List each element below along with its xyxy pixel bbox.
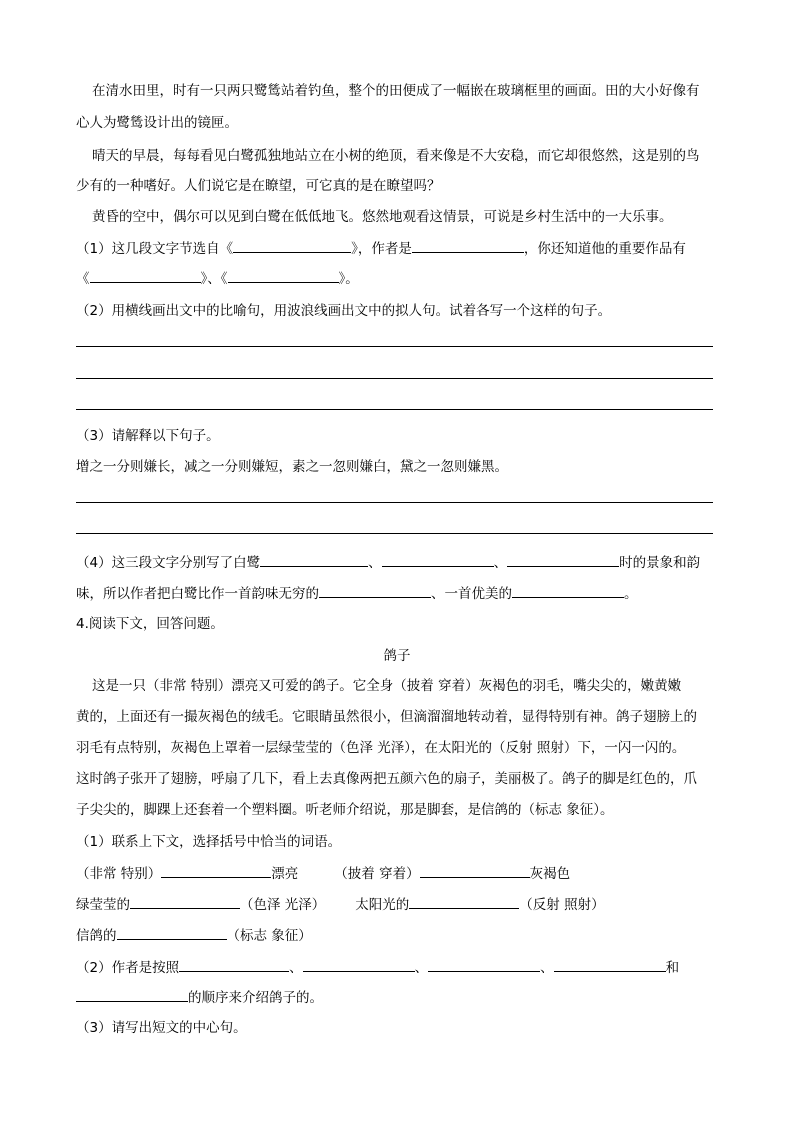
answer-blank[interactable] — [117, 925, 227, 940]
word-choice-row: 信鸽的 （标志 象征） — [76, 925, 312, 946]
passage-line: 这时鸽子张开了翅膀，呼扇了几下，看上去真像两把五颜六色的扇子，美丽极了。鸽子的脚是红色的，爪 — [76, 771, 697, 787]
answer-blank[interactable] — [76, 987, 188, 1002]
answer-blank[interactable] — [90, 268, 201, 283]
answer-blank[interactable] — [507, 552, 619, 567]
answer-blank[interactable] — [303, 957, 415, 972]
answer-line[interactable] — [76, 346, 713, 347]
answer-line[interactable] — [76, 502, 713, 503]
answer-blank[interactable] — [319, 583, 431, 598]
word-choice-row: （非常 特别） 漂亮 （披着 穿着） 灰褐色 — [76, 863, 570, 884]
passage-line: 这是一只（非常 特别）漂亮又可爱的鸽子。它全身（披着 穿着）灰褐色的羽毛，嘴尖尖的，嫩黄嫩 — [92, 678, 682, 694]
passage-line: 少有的一种嗜好。人们说它是在瞭望，可它真的是在瞭望吗？ — [76, 178, 441, 194]
answer-blank[interactable] — [260, 552, 368, 567]
answer-blank[interactable] — [554, 957, 666, 972]
answer-blank[interactable] — [130, 894, 240, 909]
quoted-sentence: 增之一分则嫌长，减之一分则嫌短，素之一忽则嫌白，黛之一忽则嫌黑。 — [76, 459, 508, 475]
question-3-2: （2）用横线画出文中的比喻句，用波浪线画出文中的拟人句。试着各写一个这样的句子。 — [76, 303, 612, 319]
word-choice-row: 绿莹莹的 （色泽 光泽） 太阳光的 （反射 照射） — [76, 894, 605, 915]
passage-line: 子尖尖的，脚踝上还套着一个塑料圈。听老师介绍说，那是脚套，是信鸽的（标志 象征）。 — [76, 802, 614, 818]
answer-blank[interactable] — [161, 863, 271, 878]
passage-line: 在清水田里，时有一只两只鹭鸶站着钓鱼，整个的田便成了一幅嵌在玻璃框里的画面。田的大小好像有 — [92, 83, 700, 99]
answer-blank[interactable] — [428, 957, 540, 972]
answer-blank[interactable] — [412, 238, 524, 253]
answer-blank[interactable] — [409, 894, 519, 909]
question-3-4-cont: 味，所以作者把白鹭比作一首韵味无穷的 、一首优美的 。 — [76, 583, 638, 604]
answer-blank[interactable] — [420, 863, 530, 878]
question-4-1: （1）联系上下文，选择括号中恰当的词语。 — [76, 834, 342, 850]
question-4-2: （2）作者是按照 、 、 、 和 — [76, 957, 679, 978]
passage-line: 羽毛有点特别，灰褐色上罩着一层绿莹莹的（色泽 光泽），在太阳光的（反射 照射）下，一闪一闪的。 — [76, 740, 686, 756]
answer-line[interactable] — [76, 409, 713, 410]
question-4-2-cont: 的顺序来介绍鸽子的。 — [76, 987, 323, 1008]
question-3-1: （1）这几段文字节选自《 》，作者是 ，你还知道他的重要作品有 — [76, 238, 686, 259]
question-3-4: （4）这三段文字分别写了白鹭 、 、 时的景象和韵 — [76, 552, 700, 573]
answer-blank[interactable] — [512, 583, 624, 598]
question-3-3: （3）请解释以下句子。 — [76, 428, 220, 444]
passage-title: 鸽子 — [383, 648, 411, 664]
answer-blank[interactable] — [233, 238, 351, 253]
section-heading: 4.阅读下文，回答问题。 — [76, 616, 224, 632]
passage-line: 黄昏的空中，偶尔可以见到白鹭在低低地飞。悠然地观看这情景，可说是乡村生活中的一大乐事。 — [92, 209, 673, 225]
passage-line: 心人为鹭鸶设计出的镜匣。 — [76, 115, 238, 131]
answer-blank[interactable] — [228, 268, 339, 283]
question-3-1-cont: 《 》、《 》。 — [76, 268, 359, 289]
answer-line[interactable] — [76, 378, 713, 379]
passage-line: 晴天的早晨，每每看见白鹭孤独地站立在小树的绝顶，看来像是不大安稳，而它却很悠然，这是别的鸟 — [92, 148, 700, 164]
answer-blank[interactable] — [179, 957, 289, 972]
passage-line: 黄的，上面还有一撮灰褐色的绒毛。它眼睛虽然很小，但滴溜溜地转动着，显得特别有神。鸽子翅膀上的 — [76, 709, 697, 725]
answer-blank[interactable] — [382, 552, 494, 567]
answer-line[interactable] — [76, 533, 713, 534]
question-4-3: （3）请写出短文的中心句。 — [76, 1020, 247, 1036]
